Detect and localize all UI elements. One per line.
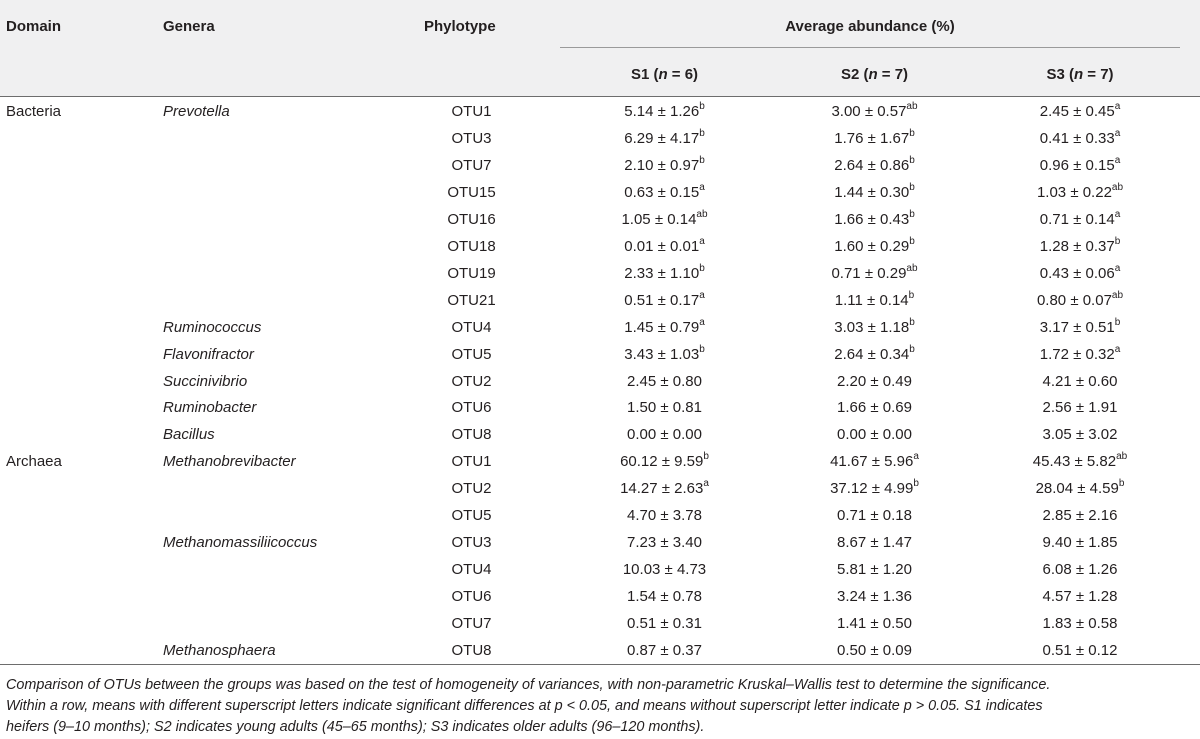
cell-s2: 37.12 ± 4.99$^b$ xyxy=(830,478,919,497)
cell-s1: 10.03 ± 4.73 xyxy=(622,561,707,578)
cell-s3: 2.85 ± 2.16 xyxy=(1042,507,1118,524)
cell-s3: 0.80 ± 0.07$^{ab}$ xyxy=(1036,290,1124,309)
cell-otu: OTU18 xyxy=(447,238,496,255)
cell-s2: 0.71 ± 0.29$^{ab}$ xyxy=(831,263,918,282)
significance-letter: ab xyxy=(1116,451,1128,462)
cell-otu: OTU21 xyxy=(447,292,496,309)
significance-letter: a xyxy=(1114,344,1121,355)
significance-letter: b xyxy=(1114,317,1121,328)
significance-letter: a xyxy=(699,182,705,193)
cell-s3: 0.51 ± 0.12 xyxy=(1042,642,1118,659)
cell-s2: 0.00 ± 0.00 xyxy=(837,426,912,443)
cell-s3: 3.17 ± 0.51$^b$ xyxy=(1039,317,1121,336)
significance-letter: b xyxy=(909,344,915,355)
cell-genus: Methanobrevibacter xyxy=(163,453,296,470)
cell-domain: Archaea xyxy=(6,453,62,470)
cell-otu: OTU2 xyxy=(451,373,492,390)
significance-letter: b xyxy=(1114,236,1121,247)
cell-s2: 1.44 ± 0.30$^b$ xyxy=(834,182,915,201)
significance-letter: b xyxy=(699,128,705,139)
cell-s3: 0.71 ± 0.14$^a$ xyxy=(1039,209,1121,228)
cell-genus: Ruminobacter xyxy=(163,399,257,416)
cell-otu: OTU8 xyxy=(451,426,492,443)
cell-s2: 41.67 ± 5.96$^a$ xyxy=(830,451,919,470)
significance-letter: a xyxy=(1114,155,1121,166)
cell-genus: Methanomassiliicoccus xyxy=(163,534,318,551)
cell-s2: 2.64 ± 0.34$^b$ xyxy=(834,344,915,363)
significance-letter: b xyxy=(703,451,709,462)
cell-s1: 4.70 ± 3.78 xyxy=(627,507,702,524)
cell-otu: OTU5 xyxy=(451,507,492,524)
significance-letter: b xyxy=(909,236,915,247)
significance-letter: a xyxy=(699,290,705,301)
header-s3: S3 (n = 7) xyxy=(1046,66,1114,83)
cell-s3: 1.83 ± 0.58 xyxy=(1042,615,1118,632)
significance-letter: b xyxy=(1118,478,1125,489)
cell-s1: 2.10 ± 0.97$^b$ xyxy=(624,155,705,174)
header-s2: S2 (n = 7) xyxy=(840,66,909,83)
significance-letter: a xyxy=(1114,263,1121,274)
significance-letter: ab xyxy=(906,101,918,112)
cell-s2: 3.00 ± 0.57$^{ab}$ xyxy=(831,101,918,120)
cell-s2: 1.60 ± 0.29$^b$ xyxy=(834,236,915,255)
header-s1: S1 (n = 6) xyxy=(630,66,699,83)
cell-otu: OTU7 xyxy=(451,615,492,632)
cell-otu: OTU5 xyxy=(451,346,492,363)
footnote-line: heifers (9–10 months); S2 indicates young adults (45–65 months); S3 indicates older adults (96–120 months). xyxy=(6,719,705,735)
cell-otu: OTU8 xyxy=(451,642,492,659)
table-bottom-rule xyxy=(0,664,1200,665)
cell-s2: 5.81 ± 1.20 xyxy=(837,561,912,578)
significance-letter: b xyxy=(908,290,915,301)
cell-otu: OTU6 xyxy=(451,399,492,416)
significance-letter: b xyxy=(909,317,915,328)
cell-s2: 1.41 ± 0.50 xyxy=(837,615,912,632)
cell-s2: 8.67 ± 1.47 xyxy=(837,534,912,551)
cell-otu: OTU1 xyxy=(451,103,492,120)
significance-letter: b xyxy=(909,182,915,193)
cell-genus: Prevotella xyxy=(163,103,230,120)
cell-s2: 1.11 ± 0.14$^b$ xyxy=(834,290,915,309)
cell-s3: 1.28 ± 0.37$^b$ xyxy=(1039,236,1121,255)
cell-s1: 60.12 ± 9.59$^b$ xyxy=(620,451,709,470)
cell-s3: 0.96 ± 0.15$^a$ xyxy=(1039,155,1121,174)
significance-letter: b xyxy=(699,344,705,355)
cell-s1: 5.14 ± 1.26$^b$ xyxy=(624,101,705,120)
cell-otu: OTU3 xyxy=(451,130,492,147)
cell-otu: OTU15 xyxy=(447,184,496,201)
significance-letter: a xyxy=(1114,128,1121,139)
cell-s1: 1.05 ± 0.14$^{ab}$ xyxy=(621,209,708,228)
cell-genus: Succinivibrio xyxy=(163,373,248,390)
cell-s1: 0.51 ± 0.17$^a$ xyxy=(624,290,705,309)
significance-letter: b xyxy=(909,209,915,220)
significance-letter: b xyxy=(699,155,705,166)
cell-s1: 6.29 ± 4.17$^b$ xyxy=(624,128,705,147)
footnote-line: Comparison of OTUs between the groups was based on the test of homogeneity of variances, with non-parametric Kruskal–Wallis test to determine the significance. xyxy=(6,677,1051,693)
cell-s1: 2.45 ± 0.80 xyxy=(627,373,702,390)
cell-s2: 1.66 ± 0.69 xyxy=(837,399,912,416)
cell-s3: 6.08 ± 1.26 xyxy=(1042,561,1118,578)
cell-s3: 2.56 ± 1.91 xyxy=(1042,399,1118,416)
cell-s3: 1.72 ± 0.32$^a$ xyxy=(1039,344,1121,363)
header-domain: Domain xyxy=(6,18,62,35)
cell-s1: 0.87 ± 0.37 xyxy=(627,642,702,659)
cell-s2: 2.20 ± 0.49 xyxy=(837,373,912,390)
cell-otu: OTU3 xyxy=(451,534,492,551)
significance-letter: ab xyxy=(906,263,918,274)
cell-s3: 1.03 ± 0.22$^{ab}$ xyxy=(1036,182,1124,201)
cell-s2: 3.03 ± 1.18$^b$ xyxy=(834,317,915,336)
cell-otu: OTU7 xyxy=(451,157,492,174)
cell-s3: 4.57 ± 1.28 xyxy=(1042,588,1118,605)
cell-s1: 1.50 ± 0.81 xyxy=(627,399,702,416)
significance-letter: a xyxy=(1114,101,1121,112)
significance-letter: a xyxy=(699,236,705,247)
table-footnotes xyxy=(6,675,1194,738)
cell-s3: 9.40 ± 1.85 xyxy=(1042,534,1118,551)
cell-s2: 1.76 ± 1.67$^b$ xyxy=(834,128,915,147)
cell-s3: 45.43 ± 5.82$^{ab}$ xyxy=(1032,451,1128,470)
significance-letter: ab xyxy=(696,209,708,220)
footnote-line: Within a row, means with different superscript letters indicate significant differences at p < 0.05, and means without superscript letter indicate p > 0.05. S1 indicates xyxy=(6,698,1043,714)
cell-s1: 0.00 ± 0.00 xyxy=(627,426,702,443)
cell-genus: Bacillus xyxy=(163,426,215,443)
cell-s3: 4.21 ± 0.60 xyxy=(1042,373,1118,390)
significance-letter: b xyxy=(699,263,705,274)
header-genera: Genera xyxy=(163,18,215,35)
cell-s1: 1.45 ± 0.79$^a$ xyxy=(624,317,705,336)
cell-otu: OTU4 xyxy=(451,561,492,578)
cell-s1: 2.33 ± 1.10$^b$ xyxy=(624,263,705,282)
cell-s1: 7.23 ± 3.40 xyxy=(627,534,702,551)
cell-otu: OTU1 xyxy=(451,453,492,470)
significance-letter: a xyxy=(1114,209,1121,220)
significance-letter: b xyxy=(909,155,915,166)
cell-s2: 2.64 ± 0.86$^b$ xyxy=(834,155,915,174)
cell-s3: 3.05 ± 3.02 xyxy=(1042,426,1118,443)
cell-s1: 0.01 ± 0.01$^a$ xyxy=(624,236,705,255)
significance-letter: a xyxy=(913,451,919,462)
cell-otu: OTU2 xyxy=(451,480,492,497)
cell-s2: 0.50 ± 0.09 xyxy=(837,642,912,659)
significance-letter: b xyxy=(909,128,915,139)
cell-genus: Methanosphaera xyxy=(163,642,276,659)
cell-s1: 0.51 ± 0.31 xyxy=(627,615,702,632)
significance-letter: ab xyxy=(1111,290,1124,301)
cell-s3: 0.43 ± 0.06$^a$ xyxy=(1039,263,1121,282)
header-bottom-rule xyxy=(0,96,1200,97)
cell-s1: 0.63 ± 0.15$^a$ xyxy=(624,182,705,201)
cell-s2: 1.66 ± 0.43$^b$ xyxy=(834,209,915,228)
cell-otu: OTU4 xyxy=(451,319,492,336)
cell-genus: Ruminococcus xyxy=(163,319,262,336)
cell-s1: 14.27 ± 2.63$^a$ xyxy=(620,478,709,497)
cell-otu: OTU6 xyxy=(451,588,492,605)
cell-s1: 3.43 ± 1.03$^b$ xyxy=(624,344,705,363)
cell-domain: Bacteria xyxy=(6,103,62,120)
cell-s2: 3.24 ± 1.36 xyxy=(837,588,912,605)
cell-s1: 1.54 ± 0.78 xyxy=(627,588,702,605)
header-average-abundance: Average abundance (%) xyxy=(785,18,955,35)
cell-otu: OTU19 xyxy=(447,265,496,282)
cell-otu: OTU16 xyxy=(447,211,496,228)
significance-letter: ab xyxy=(1111,182,1124,193)
cell-s3: 28.04 ± 4.59$^b$ xyxy=(1035,478,1125,497)
cell-s3: 2.45 ± 0.45$^a$ xyxy=(1039,101,1121,120)
cell-s2: 0.71 ± 0.18 xyxy=(837,507,912,524)
significance-letter: b xyxy=(699,101,705,112)
significance-letter: a xyxy=(699,317,705,328)
header-subrule xyxy=(560,47,1180,48)
cell-genus: Flavonifractor xyxy=(163,346,254,363)
cell-s3: 0.41 ± 0.33$^a$ xyxy=(1039,128,1121,147)
header-phylotype: Phylotype xyxy=(424,18,496,35)
significance-letter: a xyxy=(703,478,709,489)
significance-letter: b xyxy=(913,478,919,489)
